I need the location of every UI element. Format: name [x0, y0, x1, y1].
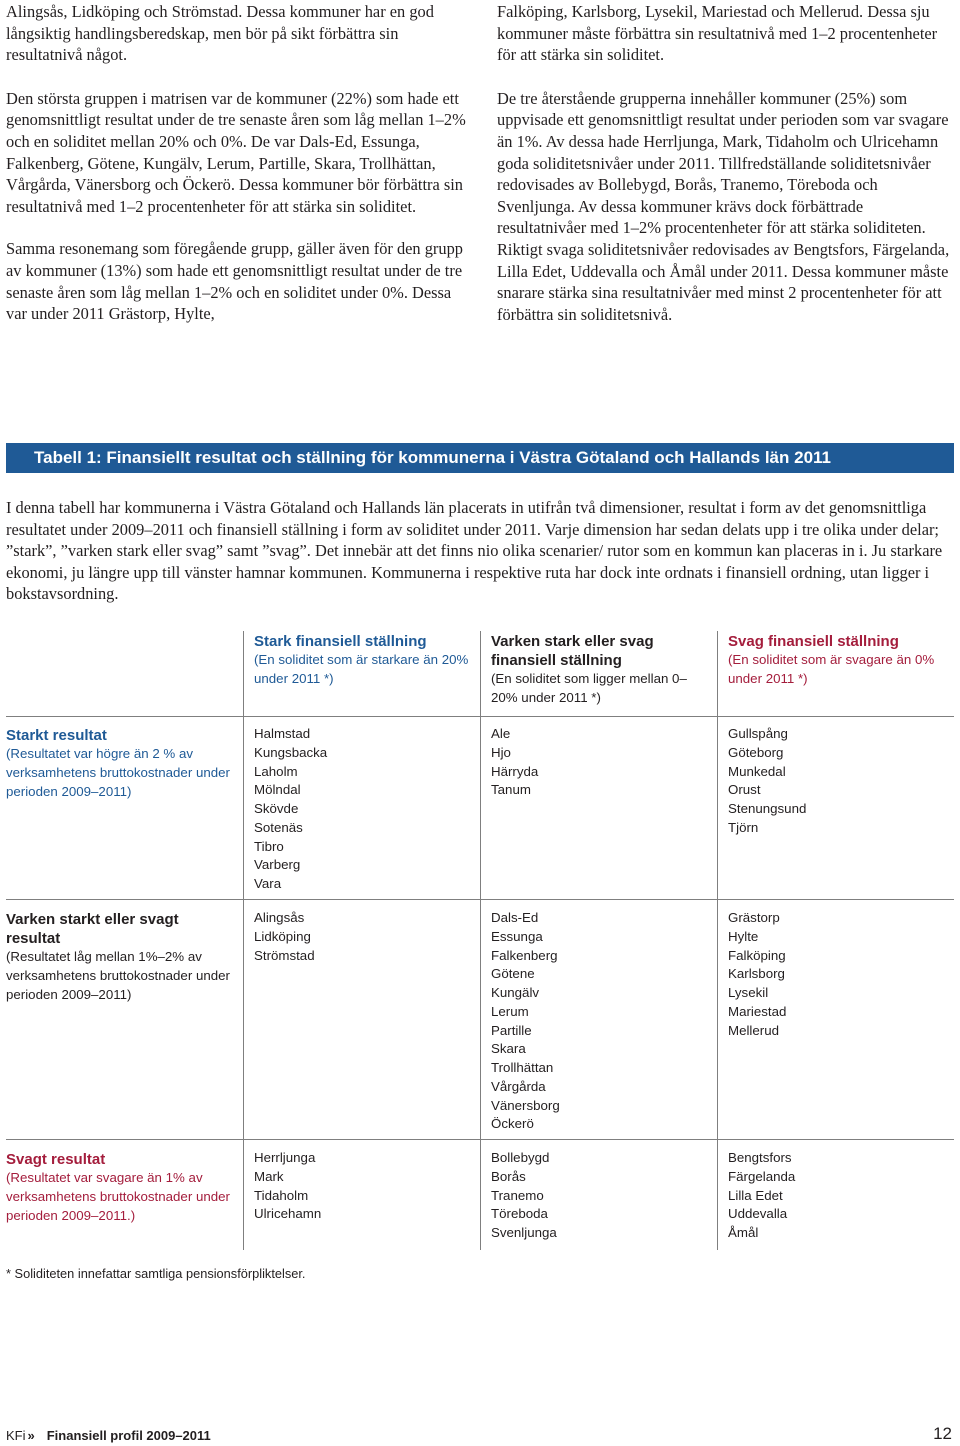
municipality: Lerum	[491, 1003, 529, 1019]
cell-list	[254, 909, 315, 965]
column-header-title: Stark finansiell ställning	[254, 633, 427, 650]
municipality: Tranemo	[491, 1187, 544, 1203]
cell-list	[491, 725, 538, 800]
page-footer	[6, 1428, 211, 1443]
grid-divider	[480, 631, 481, 716]
body-column-left	[6, 1, 472, 346]
publisher-logo: KFi	[6, 1428, 26, 1443]
grid-divider	[480, 716, 481, 899]
column-header-title: Varken stark eller svag finansiell ställning	[491, 633, 654, 669]
municipality: Töreboda	[491, 1206, 548, 1222]
municipality: Mark	[254, 1168, 284, 1184]
municipality: Halmstad	[254, 726, 311, 741]
table-intro: I denna tabell har kommunerna i Västra Götaland och Hallands län placerats in utifrån två dimensioner, resultat i form av det genomsnittliga resultatet under 2009–2011 och finansiell ställning i form av soliditet under 2011. Varje dimension har sedan delats upp i tre olika under delar; ”stark”, ”varken stark eller svag” samt ”svag”. Det innebär att det finns nio olika scenarier/ rutor som en kommun kan placeras in i. Ju starkare ekonomi, ju längre upp till vänster hamnar kommunen. Kommunerna i respektive ruta har dock inte ordnats i finansiell ordning, utan ligger i bokstavsordning.	[6, 498, 943, 604]
municipality: Varberg	[254, 857, 301, 873]
municipality: Sotenäs	[254, 819, 303, 835]
cell-list	[728, 725, 806, 838]
municipality: Vänersborg	[491, 1097, 560, 1113]
cell-list	[254, 1149, 321, 1224]
municipality: Vara	[254, 876, 282, 891]
municipality: Lysekil	[728, 985, 769, 1000]
body-paragraph: De tre återstående grupperna innehåller kommuner (25%) som uppvisade ett genomsnittligt resultat under perioden som var svagare än 1%. Av dessa hade Herrljunga, Mark, Tidaholm och Ulricehamn goda soliditetsnivåer under 2011. Tillfredställande soliditetsnivåer redovisades av Bollebygd, Borås, Tranemo, Töreboda och Svenljunga. Av dessa kommuner krävs dock förbättrade resultatnivåer med 1–2% procentenheter för att stärka soliditeten. Riktigt svaga soliditetsnivåer redovisades av Bengtsfors, Färgelanda, Lilla Edet, Uddevalla och Åmål under 2011. Dessa kommuner måste snarare stärka sina resultatnivåer med minst 2 procentenheter för att förbättra sin soliditetsnivå.	[497, 88, 950, 324]
grid-divider	[480, 899, 481, 1139]
row-header-strong-result	[6, 726, 231, 801]
row-header-subtitle: (Resultatet var svagare än 1% av verksamhetens bruttokostnader under perioden 2009–2011.)	[6, 1170, 230, 1223]
municipality: Orust	[728, 782, 761, 798]
body-paragraph: Alingsås, Lidköping och Strömstad. Dessa kommuner har en god långsiktig handlingsberedskap, men bör på sikt förbättra sin resultatnivå något.	[6, 2, 434, 65]
cell-list	[254, 725, 327, 894]
row-header-subtitle: (Resultatet låg mellan 1%–2% av verksamhetens bruttokostnader under perioden 2009–2011)	[6, 949, 230, 1002]
grid-divider	[480, 1139, 481, 1250]
body-column-right	[497, 1, 955, 346]
column-header-neutral	[491, 632, 691, 708]
municipality: Härryda	[491, 763, 539, 779]
municipality: Vårgårda	[491, 1078, 546, 1094]
table-footnote: * Soliditeten innefattar samtliga pensionsförpliktelser.	[6, 1266, 306, 1281]
cell-list	[491, 1149, 557, 1243]
municipality: Kungälv	[491, 985, 540, 1000]
publication-title: Finansiell profil 2009–2011	[46, 1428, 211, 1443]
cell-list	[491, 909, 560, 1134]
municipality: Skara	[491, 1041, 526, 1057]
row-header-weak-result	[6, 1150, 231, 1225]
municipality: Gullspång	[728, 726, 788, 741]
municipality: Tanum	[491, 782, 531, 798]
grid-divider	[243, 1139, 244, 1250]
table-title-banner: Tabell 1: Finansiellt resultat och ställning för kommunerna i Västra Götaland och Hallands län 2011	[6, 443, 954, 473]
municipality: Tjörn	[728, 819, 759, 835]
municipality: Falköping	[728, 947, 786, 963]
municipality: Dals-Ed	[491, 910, 539, 925]
grid-divider	[717, 1139, 718, 1250]
municipality: Stenungsund	[728, 801, 807, 816]
grid-divider	[243, 899, 244, 1139]
row-header-neutral-result	[6, 910, 231, 1004]
column-header-subtitle: (En soliditet som är svagare än 0% under 2011 *)	[728, 652, 935, 686]
municipality: Hjo	[491, 744, 511, 760]
body-paragraph: Samma resonemang som föregående grupp, gäller även för den grupp av kommuner (13%) som hade ett genomsnittligt resultat under de tre senaste åren som låg mellan 1–2% och en soliditet under 0%. Dessa var under 2011 Grästorp, Hylte,	[6, 239, 463, 324]
municipality: Essunga	[491, 928, 543, 944]
municipality: Karlsborg	[728, 966, 785, 982]
municipality: Tibro	[254, 838, 284, 854]
municipality: Uddevalla	[728, 1206, 788, 1222]
municipality: Mölndal	[254, 782, 301, 798]
municipality: Hylte	[728, 928, 759, 944]
municipality: Partille	[491, 1022, 532, 1038]
municipality: Falkenberg	[491, 947, 558, 963]
column-header-subtitle: (En soliditet som ligger mellan 0–20% under 2011 *)	[491, 671, 687, 705]
municipality: Mariestad	[728, 1003, 787, 1019]
page-number: 12	[933, 1424, 952, 1443]
grid-divider	[243, 631, 244, 716]
municipality: Ale	[491, 726, 511, 741]
grid-divider	[717, 631, 718, 716]
column-header-subtitle: (En soliditet som är starkare än 20% under 2011 *)	[254, 652, 469, 686]
municipality: Åmål	[728, 1225, 759, 1240]
municipality: Kungsbacka	[254, 744, 328, 760]
municipality: Lilla Edet	[728, 1187, 783, 1203]
municipality: Grästorp	[728, 910, 780, 925]
municipality: Svenljunga	[491, 1225, 557, 1240]
municipality: Färgelanda	[728, 1168, 796, 1184]
municipality: Götene	[491, 966, 535, 982]
municipality: Öckerö	[491, 1116, 534, 1132]
municipality: Ulricehamn	[254, 1206, 322, 1222]
body-paragraph: Den största gruppen i matrisen var de kommuner (22%) som hade ett genomsnittligt resultat under de tre senaste åren som låg mellan 1–2% och en soliditet mellan 20% och 0%. De var Dals-Ed, Essunga, Falkenberg, Götene, Kungälv, Lerum, Partille, Skara, Trollhättan, Vårgårda, Vänersborg och Öckerö. Dessa kommuner bör förbättra sin resultatnivå med 1–2 procentenheter för att stärka sin soliditet.	[6, 88, 466, 216]
row-header-title: Svagt resultat	[6, 1151, 106, 1168]
municipality: Laholm	[254, 763, 298, 779]
chevron-icon: »	[27, 1428, 35, 1443]
cell-list	[728, 909, 786, 1040]
municipality: Göteborg	[728, 744, 784, 760]
column-header-strong	[254, 632, 478, 689]
column-header-weak	[728, 632, 944, 689]
municipality: Skövde	[254, 801, 299, 816]
body-paragraph: Falköping, Karlsborg, Lysekil, Mariestad och Mellerud. Dessa sju kommuner måste förbättra sin resultatnivå med 1–2 procentenheter för att stärka sin soliditet.	[497, 2, 938, 65]
grid-divider	[243, 716, 244, 899]
column-header-title: Svag finansiell ställning	[728, 633, 899, 650]
municipality: Herrljunga	[254, 1150, 316, 1165]
municipality: Mellerud	[728, 1022, 779, 1038]
municipality: Bollebygd	[491, 1150, 550, 1165]
municipality: Trollhättan	[491, 1060, 554, 1075]
municipality: Alingsås	[254, 910, 305, 925]
municipality: Tidaholm	[254, 1187, 309, 1203]
row-header-subtitle: (Resultatet var högre än 2 % av verksamhetens bruttokostnader under perioden 2009–2011)	[6, 746, 230, 799]
municipality: Bengtsfors	[728, 1150, 792, 1165]
municipality: Strömstad	[254, 947, 315, 963]
municipality: Lidköping	[254, 928, 311, 944]
grid-divider	[717, 716, 718, 899]
cell-list	[728, 1149, 795, 1243]
municipality: Munkedal	[728, 763, 786, 779]
municipality: Borås	[491, 1168, 526, 1184]
grid-divider	[717, 899, 718, 1139]
row-header-title: Varken starkt eller svagt resultat	[6, 911, 179, 947]
row-header-title: Starkt resultat	[6, 727, 107, 744]
